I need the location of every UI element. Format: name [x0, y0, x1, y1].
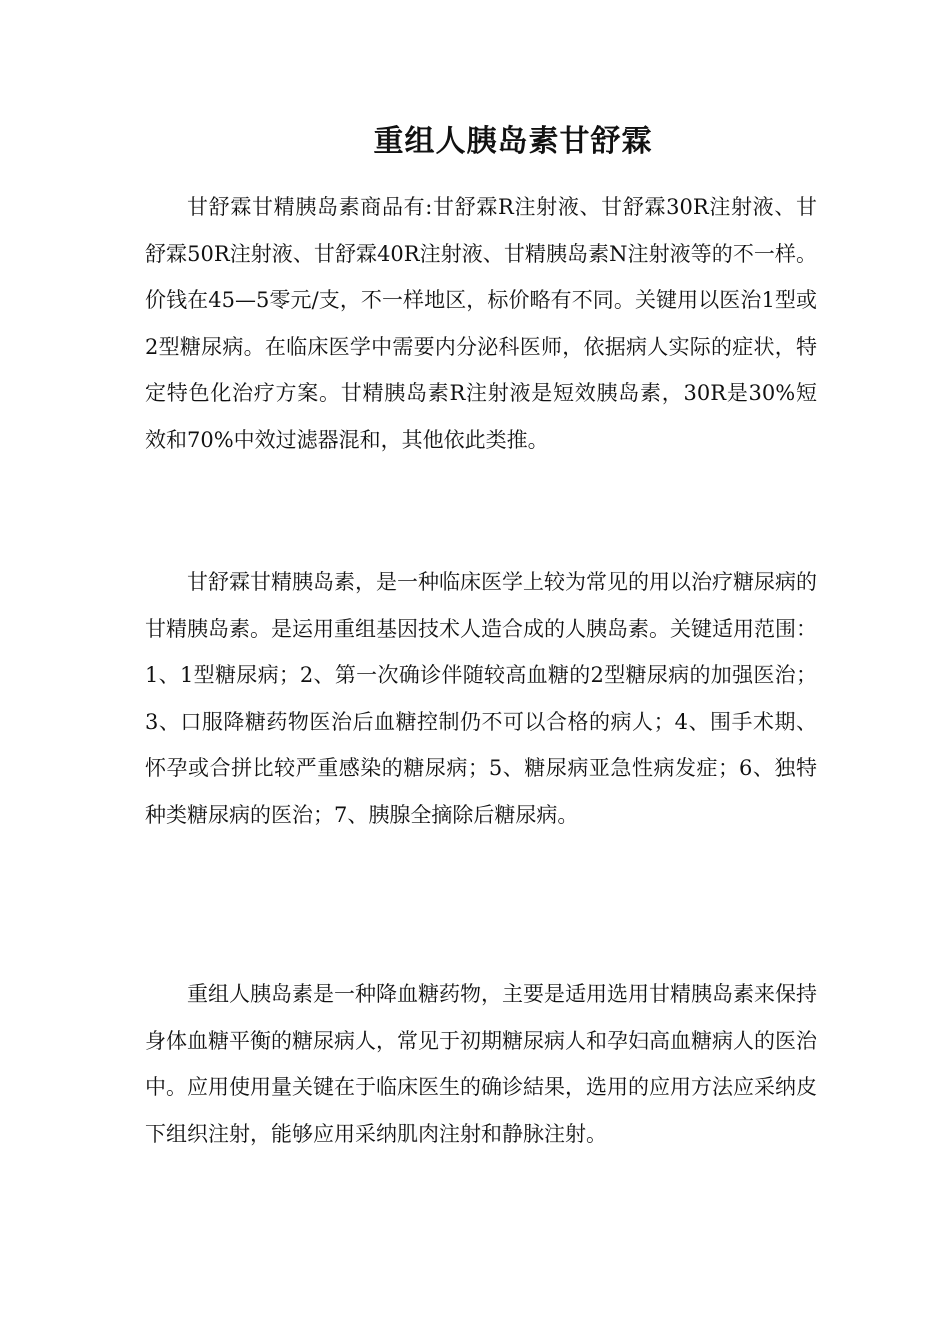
paragraph-usage: 重组人胰岛素是一种降血糖药物，主要是适用选用甘精胰岛素来保持身体血糖平衡的糖尿病人，常见于初期糖尿病人和孕妇高血糖病人的医治中。应用使用量关键在于临床医生的确诊結果，选用的应用方法应采纳皮下组织注射，能够应用采纳肌肉注射和静脉注射。 [145, 982, 817, 1146]
paragraph-product-overview: 甘舒霖甘精胰岛素商品有:甘舒霖R注射液、甘舒霖30R注射液、甘舒霖50R注射液、甘舒霖40R注射液、甘精胰岛素N注射液等的不一样。价钱在45—5零元/支，不一样地区，标价略有不同。关键用以医治1型或2型糖尿病。在临床医学中需要内分泌科医师，依据病人实际的症状，特定特色化治疗方案。甘精胰岛素R注射液是短效胰岛素，30R是30%短效和70%中效过滤器混和，其他依此类推。 [145, 195, 817, 452]
document-title: 重组人胰岛素甘舒霖 [373, 124, 653, 159]
paragraph-indications: 甘舒霖甘精胰岛素，是一种临床医学上较为常见的用以治疗糖尿病的甘精胰岛素。是运用重组基因技术人造合成的人胰岛素。关键适用范围：1、1型糖尿病；2、第一次确诊伴随较高血糖的2型糖尿病的加强医治；3、口服降糖药物医治后血糖控制仍不可以合格的病人；4、围手术期、怀孕或合拼比较严重感染的糖尿病；5、糖尿病亚急性病发症；6、独特种类糖尿病的医治；7、胰腺全摘除后糖尿病。 [145, 570, 817, 827]
